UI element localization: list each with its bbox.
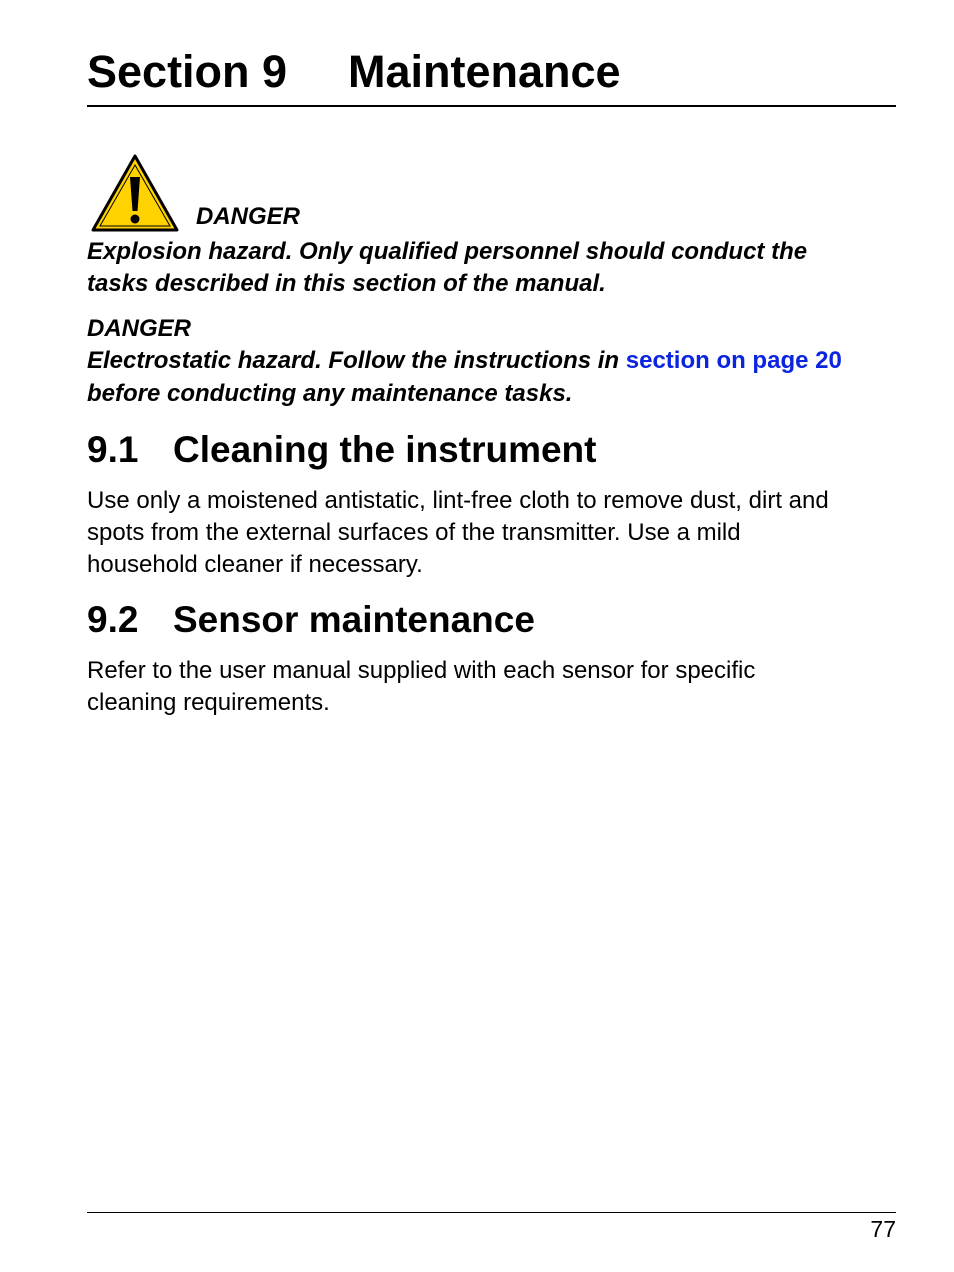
cleaning-text-line-2: spots from the external surfaces of the transmitter. Use a mild (87, 519, 741, 546)
heading-sensor-number: 9.2 (87, 599, 139, 640)
danger-text-1-line-1: Explosion hazard. Only qualified personnel should conduct the (87, 238, 808, 265)
cleaning-text-line-3: household cleaner if necessary. (87, 551, 423, 578)
danger-text-1-line-2: tasks described in this section of the manual. (87, 270, 606, 297)
section-title: Maintenance (348, 46, 621, 97)
page-number: 77 (870, 1216, 896, 1242)
sensor-text-line-1: Refer to the user manual supplied with each sensor for specific (87, 657, 756, 684)
warning-triangle-icon (90, 153, 180, 233)
danger-text-2-line-1 (87, 345, 842, 377)
footer-divider (87, 1212, 896, 1213)
page-reference-link[interactable]: section on page 20 (625, 347, 842, 374)
cleaning-text-line-1: Use only a moistened antistatic, lint-free cloth to remove dust, dirt and (87, 487, 829, 514)
heading-sensor-maintenance (87, 597, 535, 643)
heading-cleaning-number: 9.1 (87, 429, 139, 470)
heading-cleaning-title: Cleaning the instrument (173, 429, 597, 470)
danger-label-1: DANGER (196, 203, 301, 230)
heading-sensor-title: Sensor maintenance (173, 599, 535, 640)
danger-text-2-line-2: before conducting any maintenance tasks. (87, 380, 573, 407)
danger-label-2: DANGER (87, 315, 192, 342)
sensor-text-line-2: cleaning requirements. (87, 689, 330, 716)
danger-text-2-lead: Electrostatic hazard. Follow the instructions in (87, 347, 620, 374)
heading-cleaning (87, 427, 596, 473)
page-title (87, 44, 621, 100)
section-number: Section 9 (87, 46, 288, 97)
title-divider (87, 105, 896, 107)
